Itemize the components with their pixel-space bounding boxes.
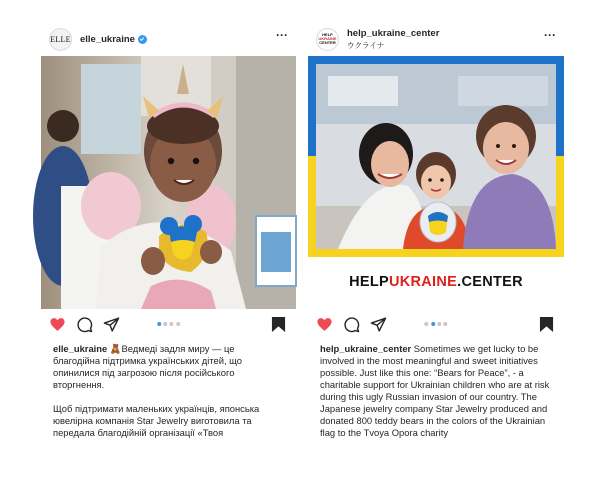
carousel-indicator — [423, 322, 449, 326]
carousel-dot — [163, 322, 167, 326]
instagram-post-help-ukraine — [308, 22, 564, 452]
carousel-indicator — [156, 322, 182, 326]
bookmark-filled-icon[interactable] — [271, 316, 286, 333]
more-options-icon[interactable]: ··· — [544, 28, 556, 42]
carousel-dot — [444, 322, 448, 326]
carousel-dot — [157, 322, 161, 326]
instagram-post-elle — [41, 22, 296, 452]
post-location[interactable]: ウクライナ — [347, 40, 385, 50]
carousel-dot — [176, 322, 180, 326]
avatar[interactable] — [316, 28, 339, 51]
caption-paragraph — [53, 403, 284, 439]
heart-filled-icon[interactable] — [316, 316, 333, 333]
brand-part: .CENTER — [457, 274, 523, 290]
share-icon[interactable] — [370, 316, 387, 333]
post-header — [308, 22, 564, 56]
username[interactable]: elle_ukraine — [80, 33, 135, 45]
username-row — [80, 34, 147, 45]
avatar-logo-text: ELLE — [50, 34, 71, 44]
post-header — [41, 22, 296, 56]
avatar-logo-line: UKRAINE — [318, 36, 337, 41]
post-actions — [41, 309, 296, 339]
more-options-icon[interactable]: ··· — [276, 28, 288, 42]
caption-username[interactable]: help_ukraine_center — [320, 343, 412, 354]
brand-wordmark — [308, 274, 564, 290]
caption-text: 🧸Ведмеді задля миру — це благодійна підтримка українських дітей, що опинилися під загрозою після російського вторгнення. — [53, 343, 243, 390]
avatar[interactable] — [49, 28, 72, 51]
brand-part: HELP — [349, 274, 389, 290]
post-actions — [308, 309, 564, 339]
brand-part: UKRAINE — [388, 274, 458, 290]
post-caption — [308, 339, 564, 438]
banner-graphic — [308, 56, 564, 309]
post-photo[interactable] — [308, 56, 564, 309]
bookmark-filled-icon[interactable] — [539, 316, 554, 333]
user-block — [80, 34, 147, 45]
caption-text: Sometimes we get lucky to be involved in the most meaningful and sweet initiatives possible. Just like this one: “Bears for Peace”, - a charitable support for Ukrainian children who are at risk during this ugly Russian invasion of our country. The Japanese jewelry company Star Jewelry produced and donated 800 teddy bears in the colors of the Ukrainian flag to the Tvoya Opora charity — [320, 343, 550, 438]
username-row — [347, 28, 439, 39]
carousel-dot — [437, 322, 441, 326]
username[interactable]: help_ukraine_center — [347, 27, 440, 39]
post-caption — [41, 339, 296, 438]
caption-username[interactable]: elle_ukraine — [53, 343, 108, 354]
avatar-logo-line: CENTER — [319, 40, 336, 45]
verified-badge-icon — [138, 35, 147, 44]
share-icon[interactable] — [103, 316, 120, 333]
caption-paragraph — [320, 343, 552, 439]
caption-text: Щоб підтримати маленьких українців, японська ювелірна компанія Star Jewelry виготовила та передала благодійній організації «Твоя — [53, 403, 260, 438]
heart-filled-icon[interactable] — [49, 316, 66, 333]
avatar-logo-line: HELP — [322, 32, 333, 37]
user-block — [347, 28, 439, 51]
comment-icon[interactable] — [343, 316, 360, 333]
post-photo[interactable] — [41, 56, 296, 309]
carousel-dot — [424, 322, 428, 326]
photo-girl-with-bear — [41, 56, 296, 309]
flag-framed-photo — [308, 56, 564, 257]
caption-paragraph — [53, 343, 284, 391]
carousel-dot — [170, 322, 174, 326]
comment-icon[interactable] — [76, 316, 93, 333]
carousel-dot — [431, 322, 435, 326]
photo-volunteers-with-child — [308, 56, 564, 257]
